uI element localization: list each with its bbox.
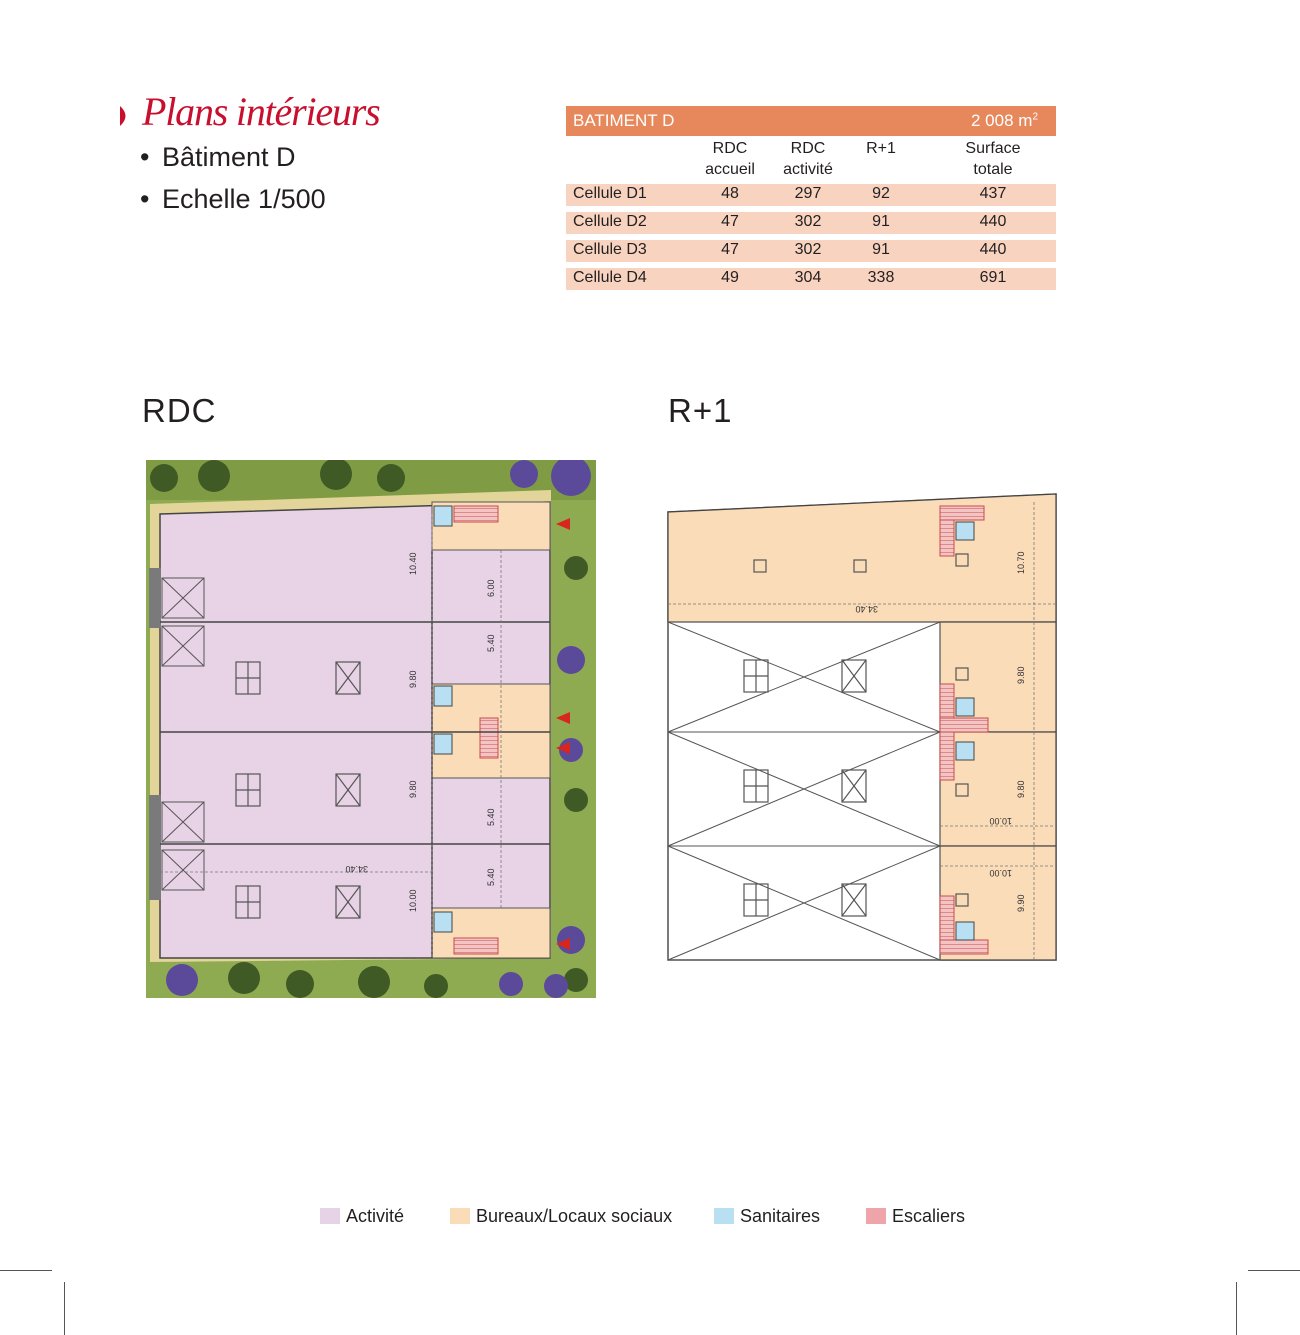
table-row [566, 268, 1056, 290]
cell-rdc-accueil: 47 [721, 213, 739, 230]
col-header-line2: accueil [705, 161, 755, 178]
col-header-line1: R+1 [866, 140, 896, 157]
legend-label: Escaliers [892, 1206, 966, 1226]
title-marker-icon [118, 104, 132, 128]
r1-office-top [668, 494, 1056, 622]
cell-rdc-accueil: 49 [721, 269, 739, 286]
legend-swatch [320, 1208, 340, 1224]
legend-item-bureaux [450, 1206, 672, 1227]
col-header-line1: RDC [790, 140, 826, 157]
rdc-label: RDC [142, 392, 217, 429]
dim-rdc-g: 5.40 [486, 868, 496, 886]
col-header-line1: Surface [965, 140, 1021, 157]
cell-total: 437 [979, 185, 1007, 202]
dim-r1-a: 10.70 [1016, 551, 1026, 574]
col-header-line2: totale [973, 161, 1013, 178]
col-header-r1 [856, 138, 906, 159]
dim-rdc-e: 9.80 [408, 780, 418, 798]
col-header-surface-totale [949, 138, 1037, 180]
legend-label: Bureaux/Locaux sociaux [476, 1206, 673, 1226]
legend-swatch [450, 1208, 470, 1224]
cell-total: 440 [979, 241, 1007, 258]
dim-r1-e: 10.00 [989, 868, 1012, 878]
dim-rdc-width: 34.40 [345, 864, 368, 874]
bullet-scale-text: Echelle 1/500 [162, 184, 326, 214]
table-header [566, 106, 1056, 136]
legend-item-escaliers [866, 1206, 965, 1227]
rdc-floor-plan [146, 460, 596, 998]
legend-item-sanitaires [714, 1206, 820, 1227]
cell-r1: 91 [872, 213, 890, 230]
cell-r1: 91 [872, 241, 890, 258]
dim-rdc-d: 9.80 [408, 670, 418, 688]
legend-swatch [866, 1208, 886, 1224]
legend-label: Sanitaires [740, 1206, 821, 1226]
table-building-name: BATIMENT D [573, 111, 675, 130]
table-row [566, 240, 1056, 262]
cell-rdc-accueil: 48 [721, 185, 739, 202]
cell-total: 691 [979, 269, 1007, 286]
legend-swatch [714, 1208, 734, 1224]
dim-rdc-c: 5.40 [486, 634, 496, 652]
table-row [566, 184, 1056, 206]
r1-floor-plan [666, 492, 1058, 962]
r1-label: R+1 [668, 392, 733, 429]
dim-rdc-f: 5.40 [486, 808, 496, 826]
dim-rdc-a: 10.40 [408, 552, 418, 575]
table-total-area [971, 111, 1038, 131]
legend-item-activite [320, 1206, 404, 1227]
dim-rdc-h: 10.00 [408, 889, 418, 912]
col-header-line2: activité [783, 161, 833, 178]
crop-mark [1236, 1282, 1237, 1335]
bullet-building: • Bâtiment D [140, 142, 296, 172]
bullet-building-text: Bâtiment D [162, 142, 296, 172]
cell-r1: 338 [867, 269, 895, 286]
cell-r1: 92 [872, 185, 890, 202]
row-label: Cellule D4 [573, 269, 647, 286]
surface-table [566, 106, 1056, 296]
row-label: Cellule D1 [573, 185, 647, 202]
bullet-scale: • Echelle 1/500 [140, 184, 326, 214]
cell-rdc-activite: 297 [794, 185, 822, 202]
table-row [566, 212, 1056, 234]
crop-mark [0, 1270, 52, 1271]
dim-r1-width: 34.40 [855, 604, 878, 614]
col-header-rdc-activite [772, 138, 844, 180]
dim-r1-f: 9.90 [1016, 894, 1026, 912]
page-title: Plans intérieurs [142, 89, 380, 134]
cell-rdc-activite: 302 [794, 213, 822, 230]
cell-rdc-accueil: 47 [721, 241, 739, 258]
row-label: Cellule D3 [573, 241, 647, 258]
cell-rdc-activite: 304 [794, 269, 822, 286]
legend-label: Activité [346, 1206, 405, 1226]
dim-rdc-b: 6.00 [486, 579, 496, 597]
dim-r1-c: 9.80 [1016, 780, 1026, 798]
dim-r1-b: 9.80 [1016, 666, 1026, 684]
total-area-unit: 2 [1032, 111, 1038, 123]
cell-rdc-activite: 302 [794, 241, 822, 258]
col-header-rdc-accueil [694, 138, 766, 180]
table-column-headers [566, 136, 1056, 184]
dim-r1-d: 10.00 [989, 816, 1012, 826]
crop-mark [1248, 1270, 1300, 1271]
total-area-value: 2 008 m [971, 111, 1033, 130]
row-label: Cellule D2 [573, 213, 647, 230]
crop-mark [64, 1282, 65, 1335]
cell-total: 440 [979, 213, 1007, 230]
col-header-line1: RDC [712, 140, 748, 157]
r1-office-right [940, 622, 1056, 960]
